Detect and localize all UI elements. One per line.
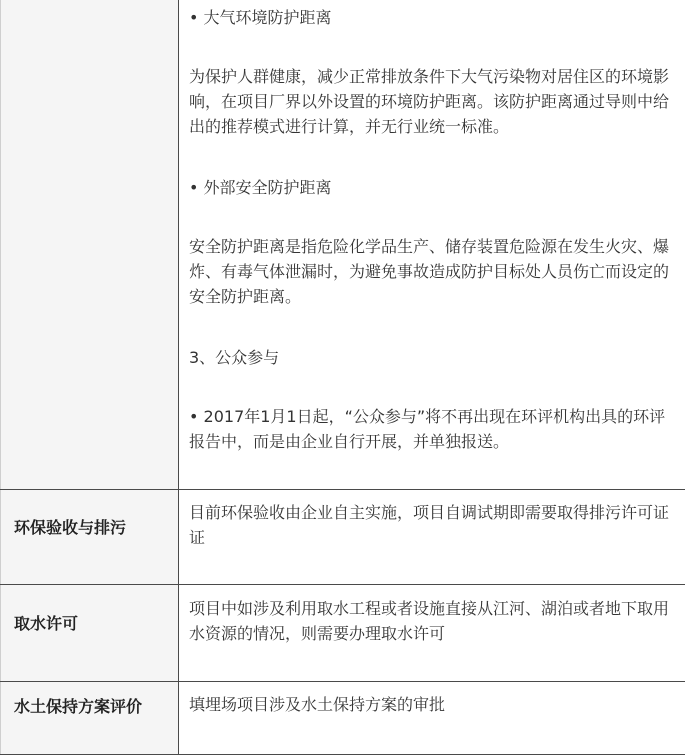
row-label-cell <box>0 490 178 584</box>
paragraph-public-participation: • 2017年1月1日起，“公众参与”将不再出现在环评机构出具的环评报告中，而是由企业自行开展，并单独报送。 <box>189 407 666 451</box>
row-content-cell <box>178 682 685 754</box>
row-content-cell <box>178 490 685 584</box>
row-label-cell <box>0 0 178 489</box>
row-text: 项目中如涉及利用取水工程或者设施直接从江河、湖泊或者地下取用水资源的情况，则需要办理取水许可 <box>189 599 670 643</box>
table-row <box>0 682 685 755</box>
row-content-cell <box>178 585 685 681</box>
bullet-safety-distance: • 外部安全防护距离 <box>189 178 332 197</box>
heading-public-participation: 3、公众参与 <box>189 348 280 367</box>
paragraph-air-distance: 为保护人群健康，减少正常排放条件下大气污染物对居住区的环境影响，在项目厂界以外设置的环境防护距离。该防护距离通过导则中给出的推荐模式进行计算，并无行业统一标准。 <box>189 67 670 136</box>
bullet-air-distance: • 大气环境防护距离 <box>189 8 332 27</box>
row-content-cell <box>178 0 685 489</box>
row-label: 取水许可 <box>14 614 79 633</box>
paragraph-safety-distance: 安全防护距离是指危险化学品生产、储存装置危险源在发生火灾、爆炸、有毒气体泄漏时，为避免事故造成防护目标处人员伤亡而设定的安全防护距离。 <box>189 237 670 306</box>
row-label-cell <box>0 585 178 681</box>
row-label: 环保验收与排污 <box>14 518 127 537</box>
table-row <box>0 490 685 585</box>
table-row <box>0 585 685 682</box>
row-label-cell <box>0 682 178 754</box>
row-text: 填埋场项目涉及水土保持方案的审批 <box>189 695 446 714</box>
row-text: 目前环保验收由企业自主实施，项目自调试期即需要取得排污许可证证 <box>189 503 670 547</box>
row-label: 水土保持方案评价 <box>14 697 143 716</box>
